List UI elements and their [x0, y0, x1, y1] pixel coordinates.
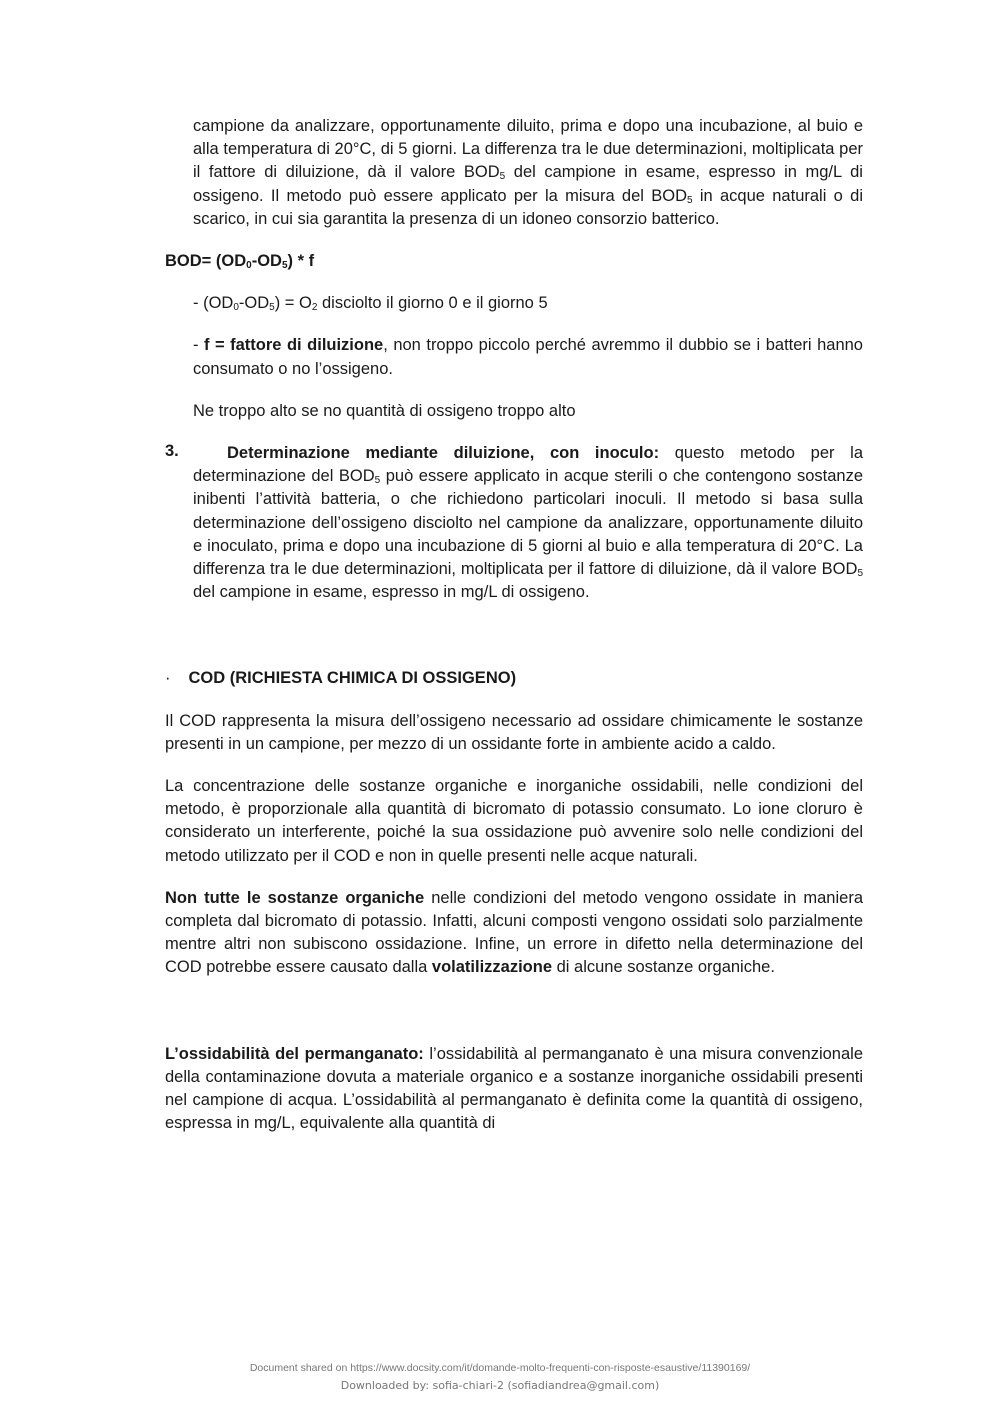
bullet: ·	[165, 669, 171, 688]
bod-formula: $BOD= (OD_0-OD_5) * f$	[165, 252, 315, 272]
section-heading-cod: · COD (RICHIESTA CHIMICA DI OSSIGENO)	[165, 669, 517, 688]
cod-paragraph-3: Non tutte le sostanze organiche nelle condizioni del metodo vengono ossidate in maniera completa dal bicromato di potassio. Infatti, alcuni composti vengono ossidati solo parzialmente mentre altri non subiscono ossidazione. Infine, un errore in difetto nella determinazione del COD potrebbe essere causato dalla volatilizzazione di alcune sostanze organiche.	[165, 888, 863, 977]
footer-downloaded-by: Downloaded by: sofia-chiari-2 (sofiadiandrea@gmail.com)	[340, 1379, 660, 1392]
list-item-3	[165, 442, 863, 604]
definition-note: Ne troppo alto se no quantità di ossigeno troppo alto	[193, 401, 576, 420]
list-number: 3.	[165, 442, 179, 461]
document-page	[165, 115, 863, 1136]
definition-od: - $(OD_0-OD_5) = O_2$ disciolto il giorno 0 e il giorno 5	[193, 294, 548, 314]
cod-paragraph-2: La concentrazione delle sostanze organiche e inorganiche ossidabili, nelle condizioni del metodo, è proporzionale alla quantità di bicromato di potassio consumato. Lo ione cloruro è considerato un interferente, poiché la sua ossidazione può avvenire solo nelle condizioni del metodo utilizzato per il COD e non in quelle presenti nelle acque naturali.	[165, 777, 863, 865]
permanganate-paragraph: L’ossidabilità del permanganato: l’ossidabilità al permanganato è una misura convenzionale della contaminazione dovuta a materiale organico e a sostanze inorganiche ossidabili presenti nel campione di acqua. L’ossidabilità al permanganato è definita come la quantità di ossigeno, espressa in mg/L, equivalente alla quantità di	[165, 1044, 864, 1133]
intro-paragraph: campione da analizzare, opportunamente diluito, prima e dopo una incubazione, al buio e alla temperatura di 20°C, di 5 giorni. La differenza tra le due determinazioni, moltiplicata per il fattore di diluizione, dà il valore $BOD_5$ del campione in esame, espresso in mg/L di ossigeno. Il metodo può essere applicato per la misura del $BOD_5$ in acque naturali o di scarico, in cui sia garantita la presenza di un idoneo consorzio batterico.	[193, 117, 863, 228]
definition-dilution-factor: - f = fattore di diluizione, non troppo piccolo perché avremmo il dubbio se i batteri hanno consumato o no l’ossigeno.	[193, 336, 863, 378]
list-item-text: Determinazione mediante diluizione, con inoculo: questo metodo per la determinazione del $BOD_5$ può essere applicato in acque sterili o che contengono sostanze inibenti l’attività batteria, o che richiedono particolari inoculi. Il metodo si basa sulla determinazione dell’ossigeno disciolto nel campione da analizzare, opportunamente diluito e inoculato, prima e dopo una incubazione di 5 giorni al buio e alla temperatura di 20°C. La differenza tra le due determinazioni, moltiplicata per il fattore di diluizione, dà il valore $BOD_5$ del campione in esame, espresso in mg/L di ossigeno.	[193, 444, 863, 602]
footer-shared-link[interactable]: Document shared on https://www.docsity.com/it/domande-molto-frequenti-con-risposte-esaustive/11390169/	[249, 1362, 751, 1374]
cod-paragraph-1: Il COD rappresenta la misura dell’ossigeno necessario ad ossidare chimicamente le sostanze presenti in un campione, per mezzo di un ossidante forte in ambiente acido a caldo.	[165, 711, 863, 753]
